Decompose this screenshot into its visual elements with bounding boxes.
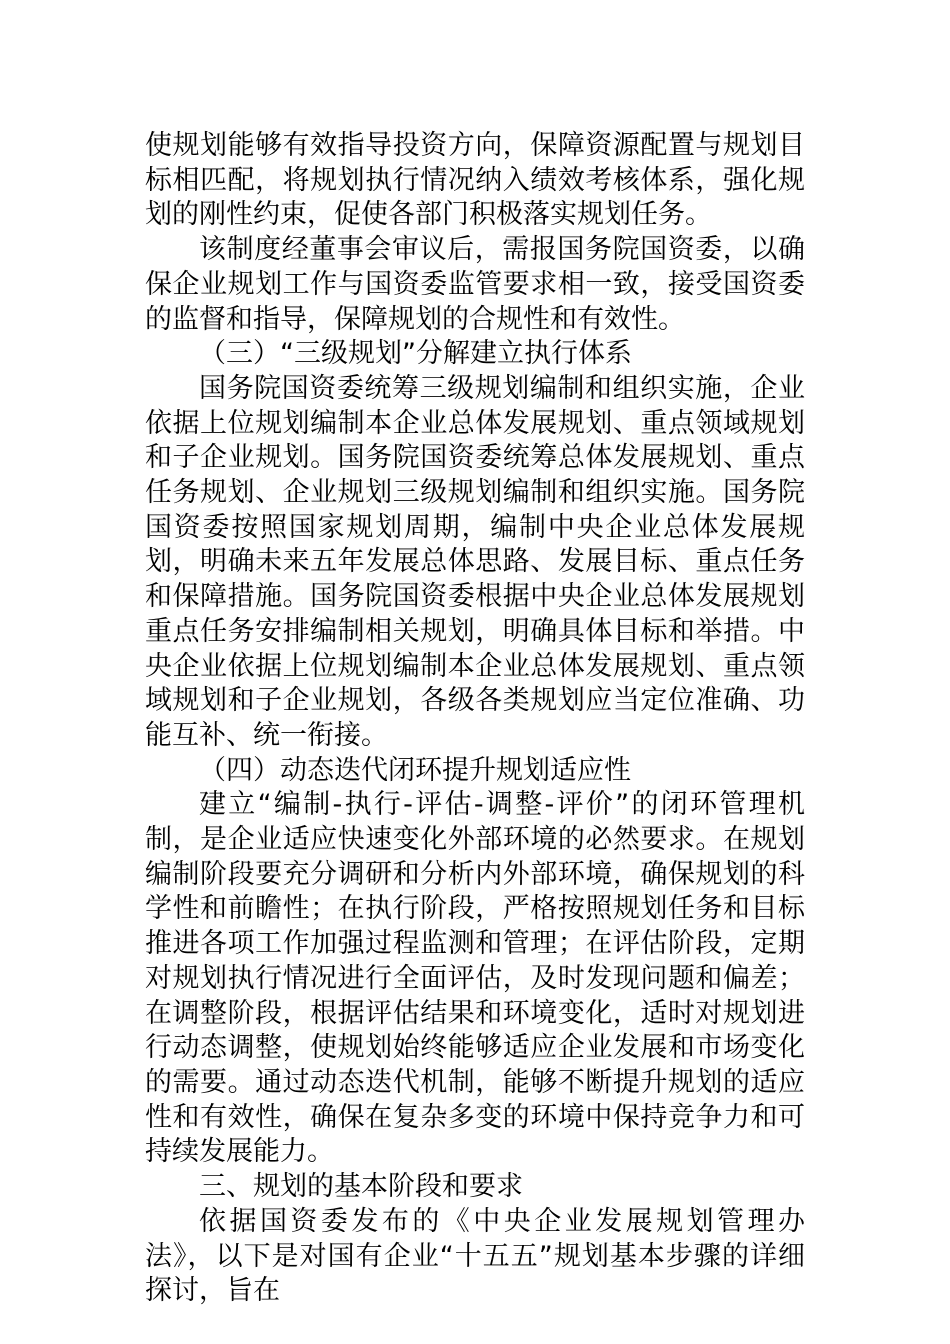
paragraph-continuation: 使规划能够有效指导投资方向，保障资源配置与规划目标相匹配，将规划执行情况纳入绩效考核体系，强化规划的刚性约束，促使各部门积极落实规划任务。 bbox=[145, 130, 805, 231]
section-heading-basic-stages: 三、规划的基本阶段和要求 bbox=[199, 1171, 523, 1203]
paragraph-dynamic-iteration: 建立“编制-执行-评估-调整-评价”的闭环管理机制，是企业适应快速变化外部环境的必然要求。在规划编制阶段要充分调研和分析内外部环境，确保规划的科学性和前瞻性；在执行阶段，严格按照规划任务和目标推进各项工作加强过程监测和管理；在评估阶段，定期对规划执行情况进行全面评估，及时发现问题和偏差；在调整阶段，根据评估结果和环境变化，适时对规划进行动态调整，使规划始终能够适应企业发展和市场变化的需要。通过动态迭代机制，能够不断提升规划的适应性和有效性，确保在复杂多变的环境中保持竞争力和可持续发展能力。 bbox=[145, 789, 805, 1168]
document-page bbox=[145, 129, 805, 1309]
section-heading-dynamic-iteration: （四）动态迭代闭环提升规划适应性 bbox=[199, 754, 631, 786]
paragraph-board-review: 该制度经董事会审议后，需报国务院国资委，以确保企业规划工作与国资委监管要求相一致，接受国资委的监督和指导，保障规划的合规性和有效性。 bbox=[145, 234, 805, 335]
paragraph-basic-stages: 依据国资委发布的《中央企业发展规划管理办法》，以下是对国有企业“十五五”规划基本步骤的详细探讨，旨在 bbox=[145, 1205, 805, 1307]
section-heading-three-level-planning: （三）“三级规划”分解建立执行体系 bbox=[199, 338, 632, 370]
paragraph-three-level-planning: 国务院国资委统筹三级规划编制和组织实施，企业依据上位规划编制本企业总体发展规划、重点领域规划和子企业规划。国务院国资委统筹总体发展规划、重点任务规划、企业规划三级规划编制和组织实施。国务院国资委按照国家规划周期，编制中央企业总体发展规划，明确未来五年发展总体思路、发展目标、重点任务和保障措施。国务院国资委根据中央企业总体发展规划重点任务安排编制相关规划，明确具体目标和举措。中央企业依据上位规划编制本企业总体发展规划、重点领域规划和子企业规划，各级各类规划应当定位准确、功能互补、统一衔接。 bbox=[145, 372, 805, 751]
